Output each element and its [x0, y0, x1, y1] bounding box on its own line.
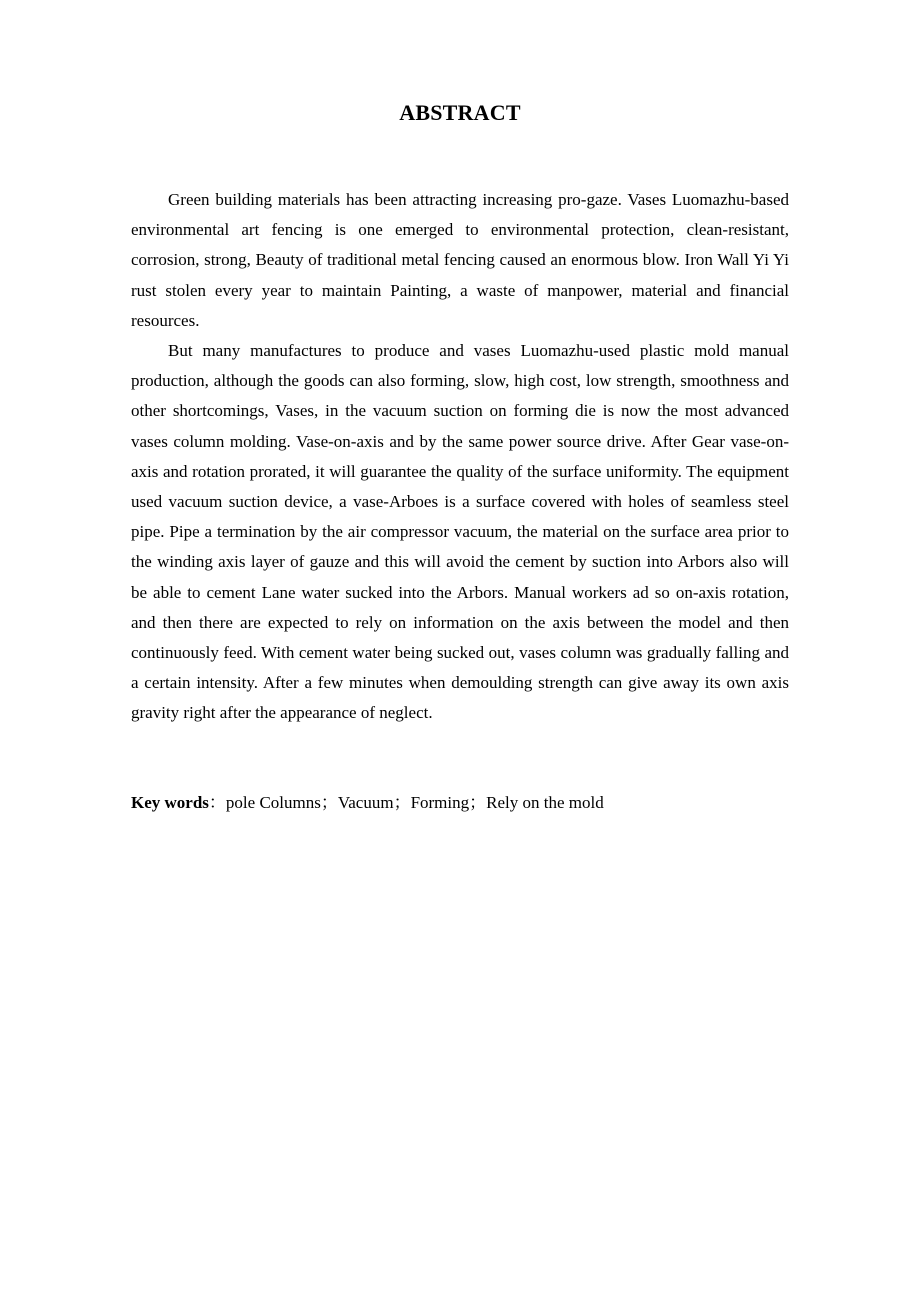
- abstract-paragraph-2: But many manufactures to produce and vases Luomazhu-used plastic mold manual production, although the goods can also forming, slow, high cost, low strength, smoothness and other shortcomings, Vases, in the vacuum suction on forming die is now the most advanced vases column molding. Vase-on-axis and by the same power source drive. After Gear vase-on-axis and rotation prorated, it will guarantee the quality of the surface uniformity. The equipment used vacuum suction device, a vase-Arboes is a surface covered with holes of seamless steel pipe. Pipe a termination by the air compressor vacuum, the material on the surface area prior to the winding axis layer of gauze and this will avoid the cement by suction into Arbors also will be able to cement Lane water sucked into the Arbors. Manual workers ad so on-axis rotation, and then there are expected to rely on information on the axis between the model and then continuously feed. With cement water being sucked out, vases column was gradually falling and a certain intensity. After a few minutes when demoulding strength can give away its own axis gravity right after the appearance of neglect.: [131, 341, 789, 723]
- keyword-item: Forming: [410, 793, 470, 812]
- page-title: ABSTRACT: [399, 100, 521, 125]
- keyword-item: pole Columns: [225, 793, 321, 812]
- abstract-body: [131, 185, 789, 729]
- keyword-separator: ；: [469, 793, 487, 812]
- keyword-separator: ；: [393, 793, 411, 812]
- keyword-item: Vacuum: [337, 793, 394, 812]
- keywords-line: [131, 788, 789, 818]
- abstract-paragraph-1: Green building materials has been attracting increasing pro-gaze. Vases Luomazhu-based environmental art fencing is one emerged to environmental protection, clean-resistant, corrosion, strong, Beauty of traditional metal fencing caused an enormous blow. Iron Wall Yi Yi rust stolen every year to maintain Painting, a waste of manpower, material and financial resources.: [131, 190, 789, 330]
- keyword-item: Rely on the mold: [486, 793, 604, 812]
- keyword-separator: ；: [320, 793, 338, 812]
- keywords-colon: ：: [208, 793, 226, 812]
- keywords-label: Key words: [131, 793, 209, 812]
